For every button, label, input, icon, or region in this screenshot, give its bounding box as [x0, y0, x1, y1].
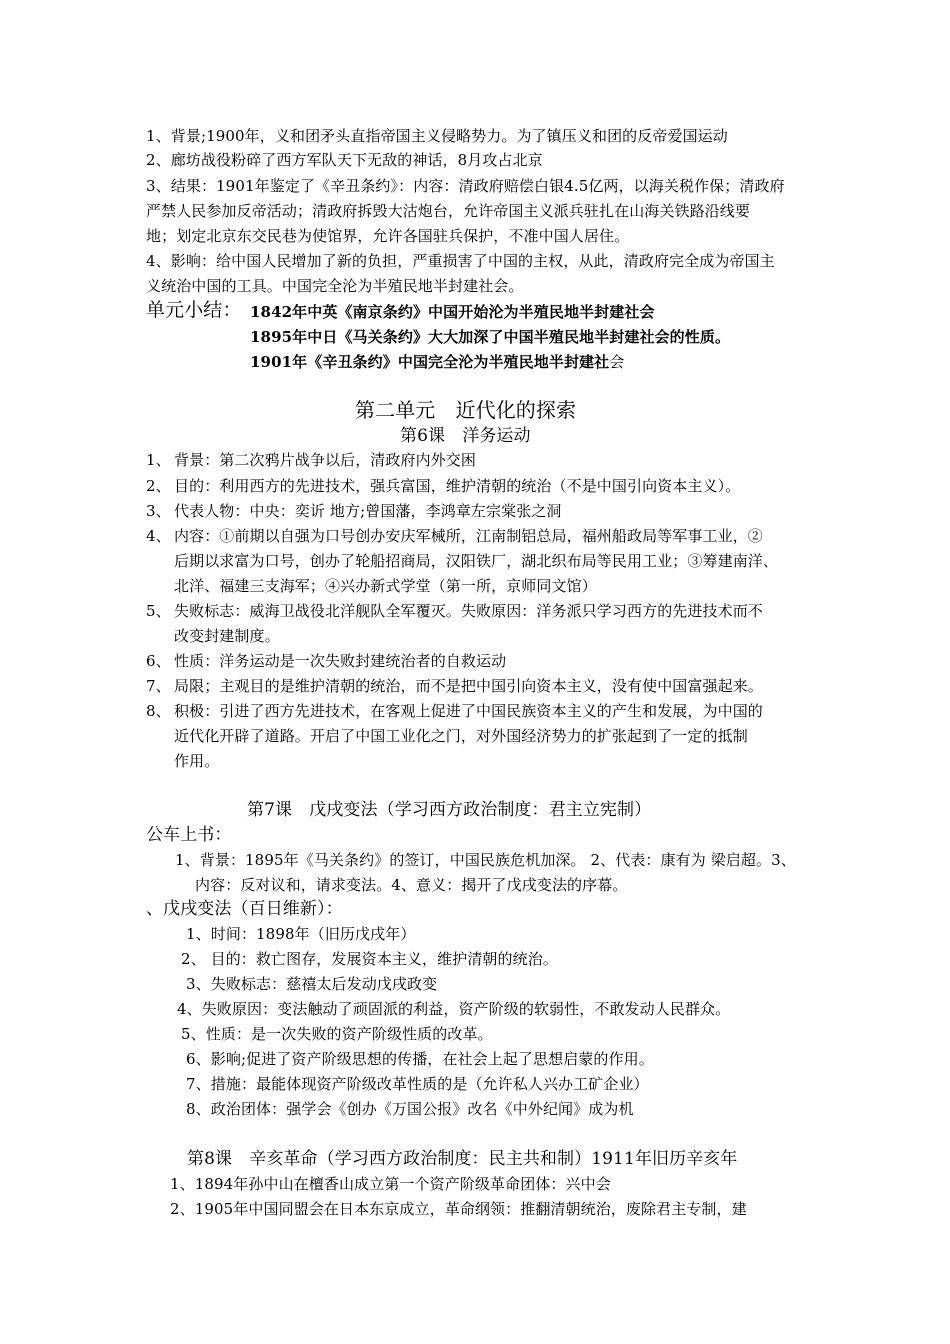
- list-item: 失败标志：威海卫战役北洋舰队全军覆灭。失败原因：洋务派只学习西方的先进技术而不: [174, 602, 763, 620]
- lesson-title: 第6课 洋务运动: [400, 426, 531, 446]
- text-line: 1、背景：1895年《马关条约》的签订，中国民族危机加深。 2、代表：康有为 梁启超。3、: [175, 851, 796, 869]
- lesson-title: 第8课 辛亥革命（学习西方政治制度：民主共和制）1911年旧历辛亥年: [187, 1149, 738, 1169]
- list-item: 7、措施：最能体现资产阶级改革性质的是（允许私人兴办工矿企业）: [186, 1075, 649, 1093]
- list-item: 1、1894年孙中山在檀香山成立第一个资产阶级革命团体：兴中会: [170, 1175, 611, 1193]
- list-number: 3、: [146, 502, 171, 520]
- section-label: 、戊戌变法（百日维新）：: [146, 899, 343, 919]
- text-line: 3、结果：1901年鉴定了《辛丑条约》：内容：清政府赔偿白银4.5亿两，以海关税作保；清政府: [146, 177, 785, 195]
- list-item: 性质：洋务运动是一次失败封建统治者的自救运动: [174, 652, 507, 670]
- list-item-cont: 作用。: [174, 752, 220, 770]
- list-item-cont: 近代化开辟了道路。开启了中国工业化之门，对外国经济势力的扩张起到了一定的抵制: [174, 727, 748, 745]
- list-item: 4、失败原因：变法触动了顽固派的利益，资产阶级的软弱性，不敢发动人民群众。: [177, 1000, 731, 1018]
- text-line: 1、背景;1900年，义和团矛头直指帝国主义侵略势力。为了镇压义和团的反帝爱国运动: [146, 127, 728, 145]
- list-number: 6、: [146, 652, 171, 670]
- text-line: 2、廊坊战役粉碎了西方军队天下无敌的神话，8月攻占北京: [146, 151, 543, 169]
- list-number: 5、: [146, 602, 171, 620]
- summary-line: 1842年中英《南京条约》中国开始沦为半殖民地半封建社会: [250, 303, 655, 321]
- list-item: 2、1905年中国同盟会在日本东京成立，革命纲领：推翻清朝统治，废除君主专制，建: [170, 1200, 747, 1218]
- list-number: 7、: [146, 677, 171, 695]
- list-item-cont: 改变封建制度。: [174, 627, 280, 645]
- list-number: 2、: [146, 477, 171, 495]
- list-item: 3、失败标志：慈禧太后发动戊戌政变: [186, 975, 438, 993]
- list-item: 局限；主观目的是维护清朝的统治，而不是把中国引向资本主义，没有使中国富强起来。: [174, 677, 763, 695]
- section-label: 公车上书：: [146, 825, 232, 845]
- lesson-title: 第7课 戊戌变法（学习西方政治制度：君主立宪制）: [247, 800, 652, 820]
- text-line: 严禁人民参加反帝活动；清政府拆毁大沽炮台，允许帝国主义派兵驻扎在山海关铁路沿线要: [146, 202, 751, 220]
- list-item: 8、政治团体：强学会《创办《万国公报》改名《中外纪闻》成为机: [186, 1100, 634, 1118]
- text-line: 地；划定北京东交民巷为使馆界，允许各国驻兵保护，不准中国人居住。: [146, 227, 630, 245]
- list-item-cont: 北洋、福建三支海军；④兴办新式学堂（第一所，京师同文馆）: [174, 577, 597, 595]
- list-item-cont: 后期以求富为口号，创办了轮船招商局，汉阳铁厂，湖北织布局等民用工业；③筹建南洋、: [174, 552, 779, 570]
- summary-line: [250, 350, 624, 374]
- list-number: 4、: [146, 527, 171, 545]
- list-item: 背景：第二次鸦片战争以后，清政府内外交困: [174, 451, 477, 469]
- list-item: 1、时间：1898年（旧历戊戌年）: [186, 925, 416, 943]
- summary-bold-text: 1901年《辛丑条约》中国完全沦为半殖民地半封建社: [250, 353, 610, 371]
- text-line: 内容：反对议和，请求变法。4、意义：揭开了戊戌变法的序幕。: [195, 876, 628, 894]
- list-number: 8、: [146, 702, 171, 720]
- summary-label: 单元小结：: [146, 299, 242, 321]
- list-item: 代表人物：中央：奕䜣 地方;曾国藩，李鸿章左宗棠张之洞: [174, 502, 562, 520]
- list-item: 6、影响;促进了资产阶级思想的传播，在社会上起了思想启蒙的作用。: [186, 1050, 654, 1068]
- text-line: 4、影响：给中国人民增加了新的负担，严重损害了中国的主权，从此，清政府完全成为帝国主: [146, 252, 775, 270]
- list-item: 5、性质：是一次失败的资产阶级性质的改革。: [181, 1025, 493, 1043]
- summary-line: 1895年中日《马关条约》大大加深了中国半殖民地半封建社会的性质。: [250, 328, 731, 346]
- summary-end-text: 会: [609, 353, 625, 371]
- list-item: 内容：①前期以自强为口号创办安庆军械所，江南制铝总局，福州船政局等军事工业，②: [174, 527, 763, 545]
- list-item: 积极：引进了西方先进技术，在客观上促进了中国民族资本主义的产生和发展，为中国的: [174, 702, 763, 720]
- list-item: 目的：利用西方的先进技术，强兵富国，维护清朝的统治（不是中国引向资本主义）。: [174, 477, 741, 495]
- text-line: 义统治中国的工具。中国完全沦为半殖民地半封建社会。: [146, 277, 524, 295]
- list-item: 2、 目的：救亡图存，发展资本主义，维护清朝的统治。: [181, 950, 558, 968]
- unit-title: 第二单元 近代化的探索: [355, 398, 577, 422]
- list-number: 1、: [146, 451, 171, 469]
